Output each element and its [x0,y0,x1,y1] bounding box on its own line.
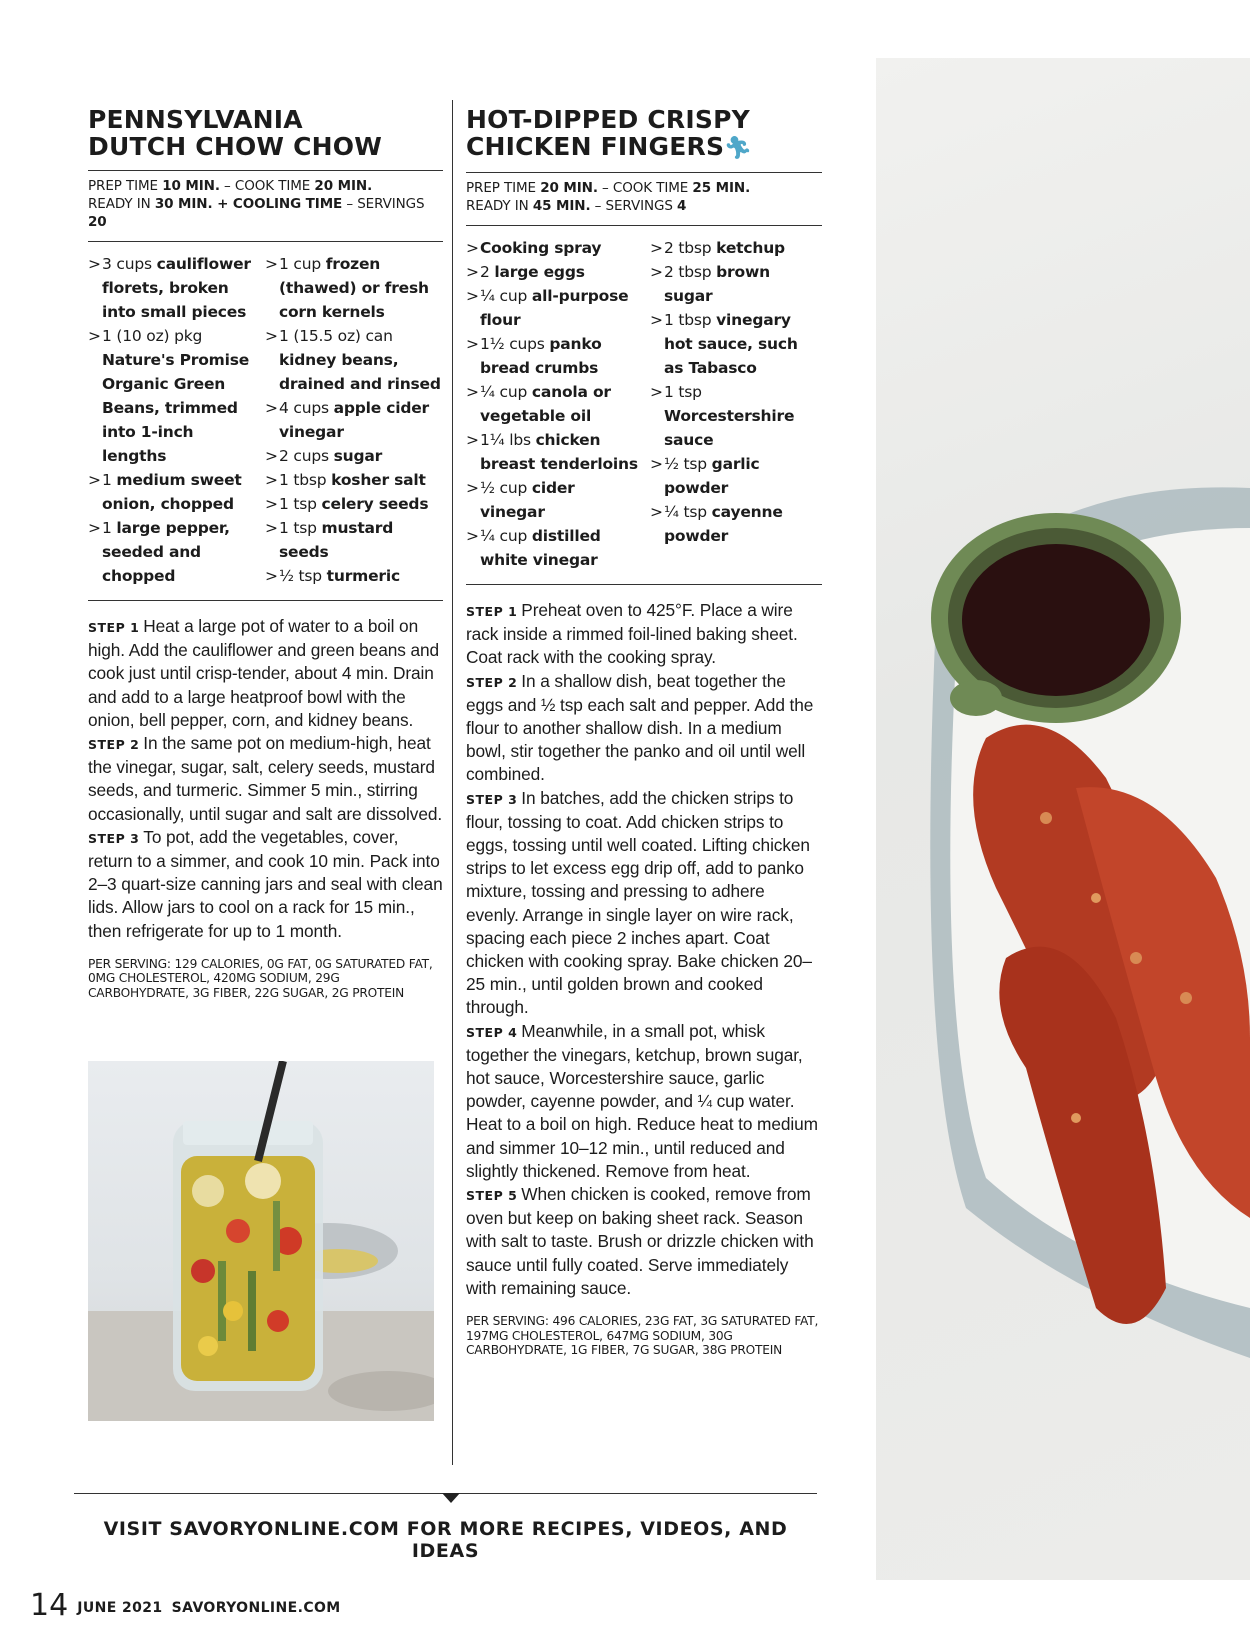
ingredient-qty: ¼ cup [480,383,532,401]
ingredient-item [88,468,258,516]
bullet-marker: > [265,255,278,273]
step-label: STEP 3 [88,830,140,846]
triangle-down-icon [442,1493,460,1503]
ingredient-qty: ¼ cup [480,287,532,305]
step-text: To pot, add the vegetables, cover, return to a simmer, and cook 10 min. Pack into 2–3 quart-size canning jars and seal with clean lids. Allow jars to cool on a rack for 15 min., then refrigerate for up to 1 month. [88,826,443,941]
title-line-2: DUTCH CHOW CHOW [88,132,382,161]
ingredient-qty: 2 tbsp [664,263,717,281]
recipe-title [88,106,443,160]
ingredient-qty: 2 tbsp [664,239,717,257]
ingredient-name: sugar [333,447,383,465]
chicken-fingers-photo [876,58,1250,1580]
ingredient-qty: 1½ cups [480,335,550,353]
ingredient-name: cauliflower florets, broken into small pieces [102,255,251,321]
bullet-marker: > [88,519,101,537]
bullet-marker: > [265,447,278,465]
ingredient-name: Cooking spray [480,239,602,257]
ingredient-name: brown sugar [664,263,770,305]
bullet-marker: > [650,503,663,521]
title-line-2-wrap [466,133,822,162]
ingredient-list [650,236,822,572]
ingredient-name: cider vinegar [480,479,575,521]
ingredient-item [466,380,642,428]
ingredient-item [466,236,642,260]
ingredient-item [88,324,258,468]
bullet-marker: > [466,527,479,545]
recipe-meta [88,177,443,231]
step [466,670,822,787]
ingredient-name: panko bread crumbs [480,335,602,377]
step-text: In a shallow dish, beat together the eggs and ½ tsp each salt and pepper. Add the flour to another shallow dish. In a medium bowl, stir together the panko and oil until well combined. [466,670,814,785]
ingredient-item [650,260,822,308]
divider [466,584,822,585]
ingredient-item [650,236,822,260]
bullet-marker: > [466,239,479,257]
bullet-marker: > [466,431,479,449]
step-text: Heat a large pot of water to a boil on high. Add the cauliflower and green beans and cook just until crisp-tender, about 4 min. Drain and add to a large heatproof bowl with the onion, bell pepper, corn, and kidney beans. [88,616,439,730]
ingredient-name: garlic powder [664,455,760,497]
ingredient-qty: 2 cups [279,447,334,465]
ingredient-item [466,476,642,524]
step-text: Preheat oven to 425°F. Place a wire rack inside a rimmed foil-lined baking sheet. Coat rack with the cooking spray. [466,600,798,668]
bullet-marker: > [265,327,278,345]
step-text: Meanwhile, in a small pot, whisk together the vinegars, ketchup, brown sugar, hot sauce, Worcestershire sauce, garlic powder, cayenne powder, and ¼ cup water. Heat to a boil on high. Reduce heat to medium and simmer 10–12 min., until reduced and slightly thickened. Remove from heat. [466,1020,818,1181]
ingredient-item [265,252,443,324]
divider [466,172,822,173]
chicken-illustration [876,58,1250,1580]
ingredient-item [466,524,642,572]
ingredient-item [265,396,443,444]
step-text: In the same pot on medium-high, heat the vinegar, sugar, salt, celery seeds, mustard seeds, and turmeric. Simmer 5 min., stirring occasionally, until sugar and salt are dissolved. [88,733,443,824]
ingredient-name: Nature's Promise Organic Green Beans, trimmed into 1-inch lengths [102,351,250,465]
ingredient-name: ketchup [716,239,785,257]
ingredient-name: vinegary hot sauce, such as Tabasco [664,311,798,377]
bullet-marker: > [466,335,479,353]
ingredient-item [650,308,822,380]
ingredient-item [466,284,642,332]
step-label: STEP 2 [466,674,518,690]
ingredient-name: kidney beans, drained and rinsed [279,351,441,393]
ingredient-list [88,252,258,588]
ingredients [466,236,822,572]
ingredient-name: kosher salt [331,471,426,489]
nutrition-info: PER SERVING: 496 CALORIES, 23G FAT, 3G SATURATED FAT, 197MG CHOLESTEROL, 647MG SODIUM, 30G CARBOHYDRATE, 1G FIBER, 7G SUGAR, 38G PROTEIN [466,1314,819,1358]
step [88,615,443,732]
ingredient-qty: 1 tsp [279,495,322,513]
nutrition-info: PER SERVING: 129 CALORIES, 0G FAT, 0G SATURATED FAT, 0MG CHOLESTEROL, 420MG SODIUM, 29G CARBOHYDRATE, 3G FIBER, 22G SUGAR, 2G PROTEIN [88,956,433,1000]
ingredient-item [466,260,642,284]
recipe-steps [88,615,443,943]
ingredient-qty: 1 tbsp [664,311,717,329]
ingredient-qty: 1 [102,471,117,489]
ingredient-item [88,252,258,324]
meta-line-1: PREP TIME 20 MIN. – COOK TIME 25 MIN. [466,180,751,196]
recipe-chicken-fingers [466,100,822,1358]
bullet-marker: > [265,519,278,537]
title-line-1: HOT-DIPPED CRISPY [466,105,750,134]
ingredient-qty: ¼ tsp [664,503,712,521]
recipe-steps [466,599,822,1300]
ingredient-qty: 1¼ lbs [480,431,536,449]
ingredient-item [265,564,443,588]
bullet-marker: > [265,399,278,417]
column-divider [452,100,453,1465]
divider [88,600,443,601]
step-text: When chicken is cooked, remove from oven but keep on baking sheet rack. Season with salt to taste. Brush or drizzle chicken with sauce until fully coated. Serve immediately with remaining sauce. [466,1184,814,1298]
bullet-marker: > [88,255,101,273]
ingredients [88,252,443,588]
step [88,826,443,943]
ingredient-item [265,492,443,516]
ingredient-name: large pepper, seeded and chopped [102,519,230,585]
step [466,599,822,670]
footer-cta: VISIT SAVORYONLINE.COM FOR MORE RECIPES, VIDEOS, AND IDEAS [103,1518,788,1562]
divider [88,241,443,242]
ingredient-item [265,468,443,492]
ingredient-name: frozen (thawed) or fresh corn kernels [279,255,429,321]
ingredient-name: chicken breast tenderloins [480,431,638,473]
bullet-marker: > [265,495,278,513]
divider [466,225,822,226]
step-label: STEP 1 [88,620,140,635]
ingredient-name: cayenne powder [664,503,783,545]
ingredient-qty: 1 tsp [279,519,322,537]
step-label: STEP 4 [466,1024,518,1040]
jar-illustration [88,1061,434,1421]
ingredient-item [466,332,642,380]
bullet-marker: > [650,383,663,401]
running-figure-icon: 🏃︎ [724,136,753,161]
ingredient-name: large eggs [494,263,585,281]
ingredient-name: distilled white vinegar [480,527,601,569]
ingredient-name: celery seeds [321,495,429,513]
step-label: STEP 3 [466,791,518,807]
step-label: STEP 1 [466,604,518,619]
divider [88,170,443,171]
ingredient-list [265,252,443,588]
ingredient-qty: 1 tbsp [279,471,332,489]
bullet-marker: > [466,383,479,401]
ingredient-item [650,500,822,548]
ingredient-qty: 1 (10 oz) pkg [102,327,203,345]
ingredient-qty: 1 tsp [664,383,702,401]
ingredient-item [650,380,822,452]
ingredient-qty: 1 (15.5 oz) can [279,327,393,345]
bullet-marker: > [650,239,663,257]
ingredient-item [650,452,822,500]
bullet-marker: > [466,263,479,281]
bullet-marker: > [265,567,278,585]
ingredient-qty: ½ tsp [279,567,327,585]
step [466,787,822,1020]
ingredient-qty: ½ cup [480,479,532,497]
ingredient-name: Worcestershire sauce [664,407,795,449]
ingredient-item [265,444,443,468]
ingredient-qty: 3 cups [102,255,157,273]
issue-date: JUNE 2021 [77,1600,163,1616]
ingredient-qty: 4 cups [279,399,334,417]
recipe-meta [466,179,822,215]
step-label: STEP 2 [88,737,140,753]
meta-line-2: READY IN 30 MIN. + COOLING TIME – SERVINGS 20 [88,196,425,230]
ingredient-qty: 2 [480,263,495,281]
recipe-title [466,106,822,162]
site-url[interactable]: SAVORYONLINE.COM [171,1600,341,1616]
step [466,1183,822,1300]
step [466,1020,822,1183]
bullet-marker: > [466,287,479,305]
ingredient-name: medium sweet onion, chopped [102,471,242,513]
meta-line-1: PREP TIME 10 MIN. – COOK TIME 20 MIN. [88,178,373,194]
ingredient-item [265,324,443,396]
ingredient-qty: 1 cup [279,255,326,273]
meta-line-2: READY IN 45 MIN. – SERVINGS 4 [466,198,687,214]
ingredient-qty: 1 [102,519,117,537]
bullet-marker: > [88,471,101,489]
chow-chow-jar-photo [88,1061,434,1421]
bullet-marker: > [466,479,479,497]
title-line-2: CHICKEN FINGERS [466,132,725,161]
ingredient-name: apple cider vinegar [279,399,430,441]
ingredient-name: mustard seeds [279,519,394,561]
recipe-chow-chow [88,100,443,1000]
bullet-marker: > [265,471,278,489]
title-line-1: PENNSYLVANIA [88,105,303,134]
step-text: In batches, add the chicken strips to flour, tossing to coat. Add chicken strips to eggs, tossing until well coated. Lifting chicken strips to let excess egg drip off, add to panko mixture, tossing and pressing to adhere evenly. Arrange in single layer on wire rack, spacing each piece 2 inches apart. Coat chicken with cooking spray. Bake chicken 20–25 min., until golden brown and cooked through. [466,787,812,1018]
ingredient-name: turmeric [326,567,400,585]
ingredient-item [265,516,443,564]
ingredient-item [88,516,258,588]
bullet-marker: > [88,327,101,345]
step-label: STEP 5 [466,1188,518,1204]
bullet-marker: > [650,455,663,473]
ingredient-name: canola or vegetable oil [480,383,611,425]
ingredient-qty: ¼ cup [480,527,532,545]
ingredient-list [466,236,642,572]
ingredient-name: all-purpose flour [480,287,629,329]
page-number: 14 [30,1588,69,1623]
ingredient-qty: ½ tsp [664,455,712,473]
ingredient-item [466,428,642,476]
bullet-marker: > [650,263,663,281]
step [88,732,443,826]
bullet-marker: > [650,311,663,329]
page-folio [30,1588,341,1623]
